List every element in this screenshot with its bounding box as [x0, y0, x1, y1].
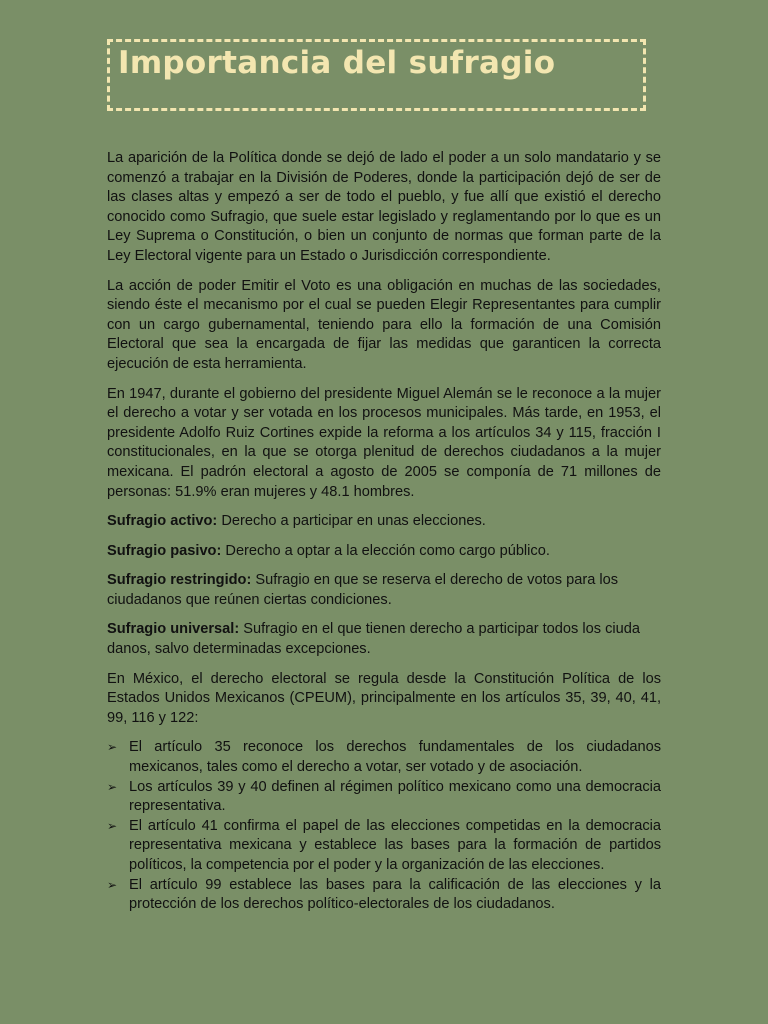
arrow-bullet-icon: ➢ — [107, 779, 118, 794]
list-intro: En México, el derecho electoral se regula desde la Constitución Política de los Estados Unidos Mexicanos (CPEUM), principalmente en los artículos 35, 39, 40, 41, 99, 116 y 122: — [107, 670, 661, 726]
definition-term: Sufragio universal: — [107, 621, 240, 638]
definition-text: Derecho a participar en unas elecciones. — [217, 513, 486, 530]
definition-text: Sufragio en que se reserva el derecho de votos para los ciudadanos que reúnen ciertas condiciones. — [107, 572, 619, 608]
list-item — [107, 738, 661, 777]
definition-active — [107, 512, 661, 532]
definition-term: Sufragio pasivo: — [107, 542, 222, 559]
list-item-text: El artículo 41 confirma el papel de las elecciones competidas en la democracia representativa mexicana y establece las bases para la formación de partidos políticos, la competencia por el poder y la organización de las elecciones. — [129, 817, 661, 873]
document-body — [107, 149, 661, 915]
list-item — [107, 778, 661, 817]
definition-universal — [107, 620, 661, 659]
arrow-bullet-icon: ➢ — [107, 877, 118, 892]
definition-text: Sufragio en el que tienen derecho a participar todos los ciuda danos, salvo determinadas excepciones. — [107, 621, 640, 658]
definition-term: Sufragio restringido: — [107, 572, 252, 589]
article-list — [107, 738, 661, 914]
list-item — [107, 876, 661, 915]
list-item-text: El artículo 99 establece las bases para la calificación de las elecciones y la protección de los derechos político-electorales de los ciudadanos. — [129, 876, 661, 913]
arrow-bullet-icon: ➢ — [107, 740, 118, 755]
arrow-bullet-icon: ➢ — [107, 818, 118, 833]
paragraph: En 1947, durante el gobierno del presidente Miguel Alemán se le reconoce a la mujer el derecho a votar y ser votada en los procesos municipales. Más tarde, en 1953, el presidente Adolfo Ruiz Cortines expide la reforma a los artículos 34 y 115, fracción I constitucionales, en la que se otorga plenitud de derechos ciudadanos a la mujer mexicana. El padrón electoral a agosto de 2005 se componía de 71 millones de personas: 51.9% eran mujeres y 48.1 hombres. — [107, 385, 661, 500]
definition-restricted — [107, 571, 661, 610]
paragraph: La aparición de la Política donde se dejó de lado el poder a un solo mandatario y se comenzó a trabajar en la División de Poderes, donde la participación dejó de ser de las clases altas y empezó a ser de todo el pueblo, y fue allí que existió el derecho conocido como Sufragio, que suele estar legislado y reglamentando por lo que es un Ley Suprema o Constitución, o bien un conjunto de normas que forman parte de la Ley Electoral vigente para un Estado o Jurisdicción correspondiente. — [107, 150, 661, 264]
list-item-text: Los artículos 39 y 40 definen al régimen político mexicano como una democracia representativa. — [129, 778, 661, 815]
page-title: Importancia del sufragio — [118, 45, 556, 81]
definition-text: Derecho a optar a la elección como cargo público. — [221, 542, 550, 559]
definition-term: Sufragio activo: — [107, 513, 218, 530]
list-item — [107, 817, 661, 876]
definition-passive — [107, 542, 661, 562]
list-item-text: El artículo 35 reconoce los derechos fundamentales de los ciudadanos mexicanos, tales como el derecho a votar, ser votado y de asociación. — [129, 739, 661, 776]
paragraph: La acción de poder Emitir el Voto es una obligación en muchas de las sociedades, siendo éste el mecanismo por el cual se pueden Elegir Representantes para cumplir con un cargo gubernamental, teniendo para ello la formación de una Comisión Electoral que sea la encargada de fijar las medidas que garanticen la correcta ejecución de esta herramienta. — [107, 277, 661, 372]
